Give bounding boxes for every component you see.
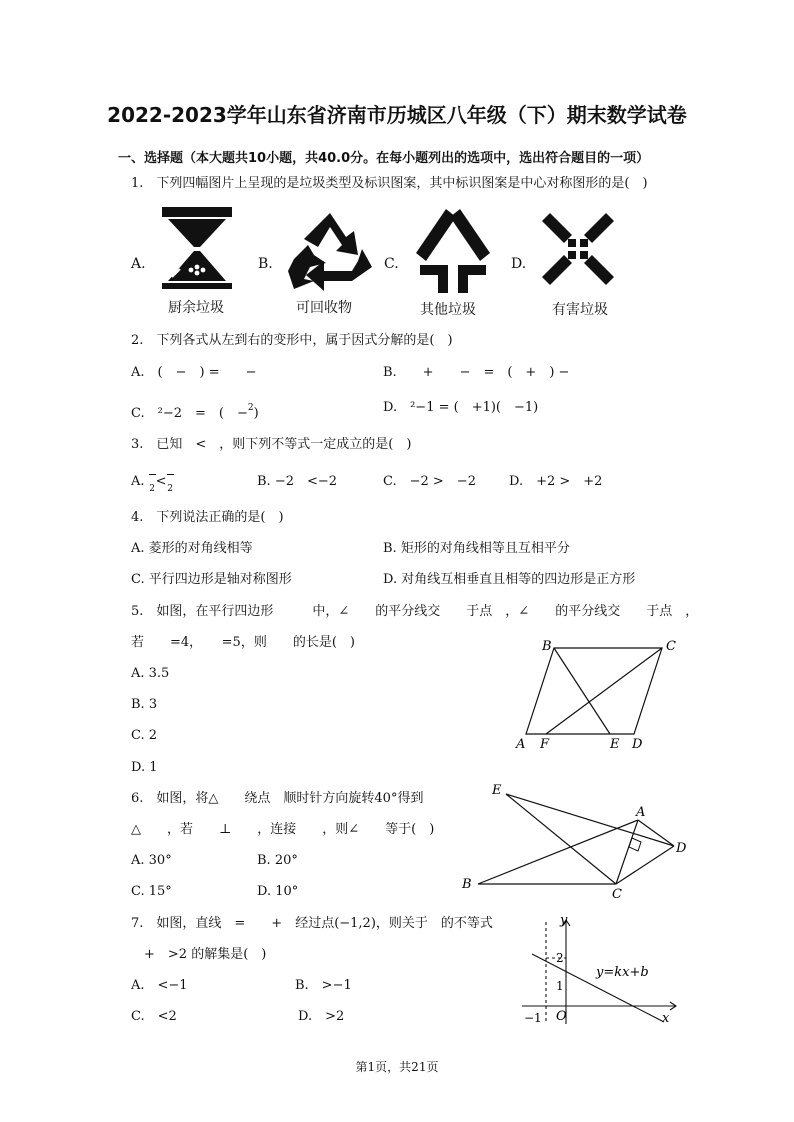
q7-linear-graph <box>518 914 688 1030</box>
q6-line2: △ ，若 ⊥ ，连接 ，则∠ 等于( ) <box>131 822 435 837</box>
q5-option-b: B. 3 <box>131 697 158 712</box>
q3-option-c: C. −2 > −2 <box>383 474 476 489</box>
q2-stem: 2. 下列各式从左到右的变形中，属于因式分解的是( ) <box>131 333 453 348</box>
page-footer: 第1页，共21页 <box>355 1060 439 1074</box>
q5-label-f: F <box>540 737 550 752</box>
q7-tick-neg1: −1 <box>524 1011 542 1025</box>
other-waste-icon <box>412 207 494 295</box>
q1-caption-a: 厨余垃圾 <box>168 300 224 316</box>
q2-option-c <box>131 400 259 422</box>
q3-option-a-mid: < <box>155 474 167 489</box>
q7-line-equation: y=kx+b <box>596 965 649 980</box>
q5-line2: 若 =4， =5，则 的长是( ) <box>131 635 355 650</box>
q1-option-a: A. <box>131 256 146 272</box>
q6-label-a: A <box>636 805 646 820</box>
q7-option-c: C. <2 <box>131 1009 177 1024</box>
kitchen-waste-icon <box>158 207 236 291</box>
q5-option-c: C. 2 <box>131 728 158 743</box>
q2-option-d: D. ²−1 = ( +1)( −1) <box>383 400 539 415</box>
section-heading: 一、选择题（本大题共10小题，共40.0分。在每小题列出的选项中，选出符合题目的一项） <box>118 151 650 166</box>
q2-option-b: B. + − = ( + ) − <box>383 365 570 380</box>
q6-option-a: A. 30° <box>131 853 172 868</box>
q7-line2: + >2 的解集是( ) <box>131 947 267 962</box>
q2-option-c-pre: C. ²−2 = ( − <box>131 406 248 421</box>
q1-caption-d: 有害垃圾 <box>552 302 608 318</box>
q1-caption-b: 可回收物 <box>296 300 352 316</box>
q6-option-d: D. 10° <box>257 884 299 899</box>
page-title: 2022-2023学年山东省济南市历城区八年级（下）期末数学试卷 <box>107 103 687 127</box>
q7-tick-2: 2 <box>556 951 564 965</box>
q1-option-b: B. <box>258 256 273 272</box>
q6-line1: 6. 如图，将△ 绕点 顺时针方向旋转40°得到 <box>131 791 424 806</box>
q3-option-a-num2: 2 <box>167 474 174 493</box>
q5-label-a: A <box>516 737 526 752</box>
q6-label-b: B <box>462 877 472 892</box>
q7-option-b: B. >−1 <box>295 978 352 993</box>
q2-option-c-post: ) <box>253 406 259 421</box>
q7-option-a: A. <−1 <box>131 978 188 993</box>
q6-rotation-figure <box>458 780 698 900</box>
q3-option-a-pre: A. <box>131 474 145 489</box>
hazardous-waste-icon <box>538 209 618 289</box>
q5-label-e: E <box>610 737 620 752</box>
q5-label-d: D <box>632 737 643 752</box>
q5-label-c: C <box>666 639 676 654</box>
q1-option-c: C. <box>384 256 399 272</box>
q3-option-a-num1: 2 <box>149 474 156 493</box>
q4-option-a: A. 菱形的对角线相等 <box>131 541 253 556</box>
q2-option-a: A. ( − ) = − <box>131 365 257 380</box>
q5-line1: 5. 如图，在平行四边形 中，∠ 的平分线交 于点 ，∠ 的平分线交 于点 ， <box>131 604 699 619</box>
q1-caption-c: 其他垃圾 <box>420 302 476 318</box>
q2-option-c-frac: 2 <box>247 403 254 413</box>
recycle-icon <box>286 209 374 293</box>
q7-origin-label: O <box>556 1009 567 1024</box>
q3-stem: 3. 已知 < ，则下列不等式一定成立的是( ) <box>131 437 412 452</box>
q1-stem: 1. 下列四幅图片上呈现的是垃圾类型及标识图案，其中标识图案是中心对称图形的是( ) <box>131 176 648 191</box>
q4-option-d: D. 对角线互相垂直且相等的四边形是正方形 <box>383 572 636 587</box>
q4-option-c: C. 平行四边形是轴对称图形 <box>131 572 292 587</box>
q7-y-axis-label: y <box>560 913 568 928</box>
q3-option-a <box>131 474 174 493</box>
q7-option-d: D. >2 <box>298 1009 345 1024</box>
q4-stem: 4. 下列说法正确的是( ) <box>131 510 284 525</box>
q5-option-a: A. 3.5 <box>131 666 170 681</box>
q6-label-e: E <box>492 783 502 798</box>
q3-option-d: D. +2 > +2 <box>509 474 603 489</box>
q6-option-c: C. 15° <box>131 884 172 899</box>
q4-option-b: B. 矩形的对角线相等且互相平分 <box>383 541 570 556</box>
q5-option-d: D. 1 <box>131 760 158 775</box>
q6-label-d: D <box>676 841 687 856</box>
q6-label-c: C <box>612 887 622 902</box>
q6-option-b: B. 20° <box>257 853 298 868</box>
q7-x-axis-label: x <box>662 1011 670 1026</box>
q1-option-d: D. <box>511 256 527 272</box>
q3-option-b: B. −2 <−2 <box>257 474 338 489</box>
q5-parallelogram-figure <box>510 636 690 752</box>
q7-tick-1: 1 <box>556 979 564 993</box>
q5-label-b: B <box>542 639 552 654</box>
q7-line1: 7. 如图，直线 = + 经过点(−1,2)，则关于 的不等式 <box>131 916 493 931</box>
